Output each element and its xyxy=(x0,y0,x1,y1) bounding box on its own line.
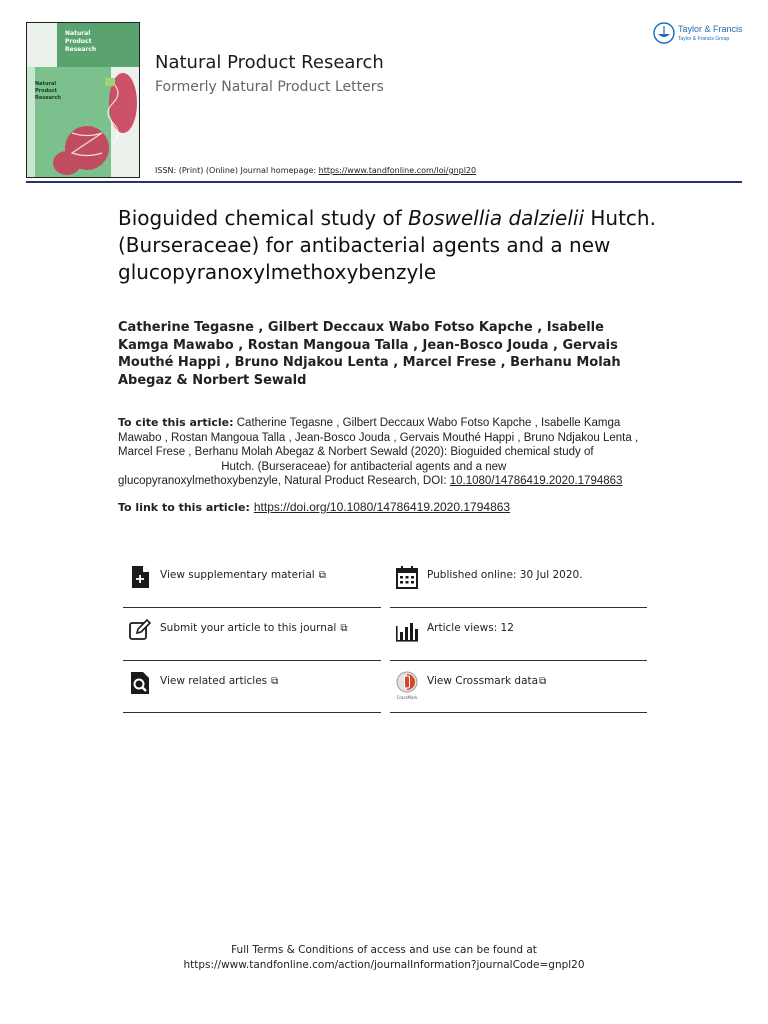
article-link-line xyxy=(118,500,510,514)
cover-title-2: Product xyxy=(65,38,92,45)
crossmark-caption: CrossMark xyxy=(396,695,418,700)
submit-article-link[interactable] xyxy=(123,608,381,660)
bar-chart-icon xyxy=(395,618,419,642)
cover-title-1: Natural xyxy=(65,30,91,37)
journal-title[interactable]: Natural Product Research xyxy=(155,52,384,73)
crossmark-label xyxy=(427,675,546,687)
header-divider xyxy=(26,181,742,183)
grid-divider xyxy=(123,712,381,713)
article-views-info xyxy=(390,608,648,660)
calendar-icon xyxy=(395,565,419,589)
supplementary-text: View supplementary material xyxy=(160,569,315,581)
footer-terms xyxy=(0,943,768,973)
external-link-icon: ⧉ xyxy=(318,570,326,581)
published-online-info xyxy=(390,555,648,607)
crossmark-link[interactable] xyxy=(390,661,648,713)
journal-homepage-link[interactable]: https://www.tandfonline.com/loi/gnpl20 xyxy=(318,166,477,175)
author-list: Catherine Tegasne , Gilbert Deccaux Wabo Fotso Kapche , Isabelle Kamga Mawabo , Rostan Mangoua Talla , Jean-Bosco Jouda , Gervais Mouthé Happi , Bruno Ndjakou Lenta , Marcel Frese , Berhanu Molah Abegaz & Norbert Sewald xyxy=(118,320,621,388)
supplementary-material-link[interactable] xyxy=(123,555,381,607)
issn-text: ISSN: (Print) (Online) Journal homepage: xyxy=(155,166,319,175)
published-online-text: Published online: 30 Jul 2020. xyxy=(427,569,583,581)
publisher-name: Taylor & Francis xyxy=(678,24,743,34)
related-articles-link[interactable] xyxy=(123,661,381,713)
cover-title-5: Product xyxy=(35,88,58,94)
article-title xyxy=(118,205,658,286)
cover-title-6: Research xyxy=(35,95,61,101)
title-species: Boswellia dalzielii xyxy=(408,206,584,230)
supplementary-label xyxy=(160,569,326,581)
related-text: View related articles xyxy=(160,675,268,687)
taylor-francis-logo[interactable] xyxy=(653,22,748,48)
edit-icon xyxy=(128,618,152,642)
submit-text: Submit your article to this journal xyxy=(160,622,337,634)
article-doi-link[interactable]: https://doi.org/10.1080/14786419.2020.1794863 xyxy=(253,500,511,514)
title-part-2: Hutch. (Burseraceae) for antibacterial agents and a new glucopyranoxylmethoxybenzyle xyxy=(118,206,656,284)
journal-cover-image xyxy=(26,22,140,178)
external-link-icon: ⧉ xyxy=(271,676,279,687)
external-link-icon: ⧉ xyxy=(539,676,547,687)
document-search-icon xyxy=(128,671,152,695)
citation-text-1: Catherine Tegasne , Gilbert Deccaux Wabo Fotso Kapche , Isabelle Kamga Mawabo , Rostan Mangoua Talla , Jean-Bosco Jouda , Gervais Mouthé Happi , Bruno Ndjakou Lenta , Marcel Frese , Berhanu Molah Abegaz & Norbert Sewald (2020): Bioguided chemical study of xyxy=(118,417,639,458)
link-label: To link to this article: xyxy=(118,501,250,514)
citation-block xyxy=(118,416,658,489)
journal-subtitle: Formerly Natural Product Letters xyxy=(155,79,384,95)
grid-divider xyxy=(390,712,647,713)
citation-text-2: Hutch. (Burseraceae) for antibacterial agents and a new glucopyranoxylmethoxybenzyle, Natural Product Research, DOI: xyxy=(118,460,507,487)
footer-line-1: Full Terms & Conditions of access and use can be found at xyxy=(231,944,537,956)
crossmark-text: View Crossmark data xyxy=(427,675,539,687)
journal-cover-art xyxy=(27,23,139,177)
related-label xyxy=(160,675,278,687)
footer-terms-link[interactable]: https://www.tandfonline.com/action/journalInformation?journalCode=gnpl20 xyxy=(183,959,585,971)
document-plus-icon xyxy=(128,565,152,589)
crossmark-icon xyxy=(395,671,419,701)
issn-line xyxy=(155,166,476,175)
article-views-text: Article views: 12 xyxy=(427,622,514,634)
publisher-group: Taylor & Francis Group xyxy=(678,36,730,42)
title-part-1: Bioguided chemical study of xyxy=(118,206,409,230)
external-link-icon: ⧉ xyxy=(340,623,348,634)
submit-label xyxy=(160,622,347,634)
citation-doi-link[interactable]: 10.1080/14786419.2020.1794863 xyxy=(449,475,623,487)
cover-title-3: Research xyxy=(65,46,97,53)
citation-label: To cite this article: xyxy=(118,416,234,429)
publisher-logo-icon xyxy=(653,22,675,44)
cover-title-4: Natural xyxy=(35,81,57,87)
